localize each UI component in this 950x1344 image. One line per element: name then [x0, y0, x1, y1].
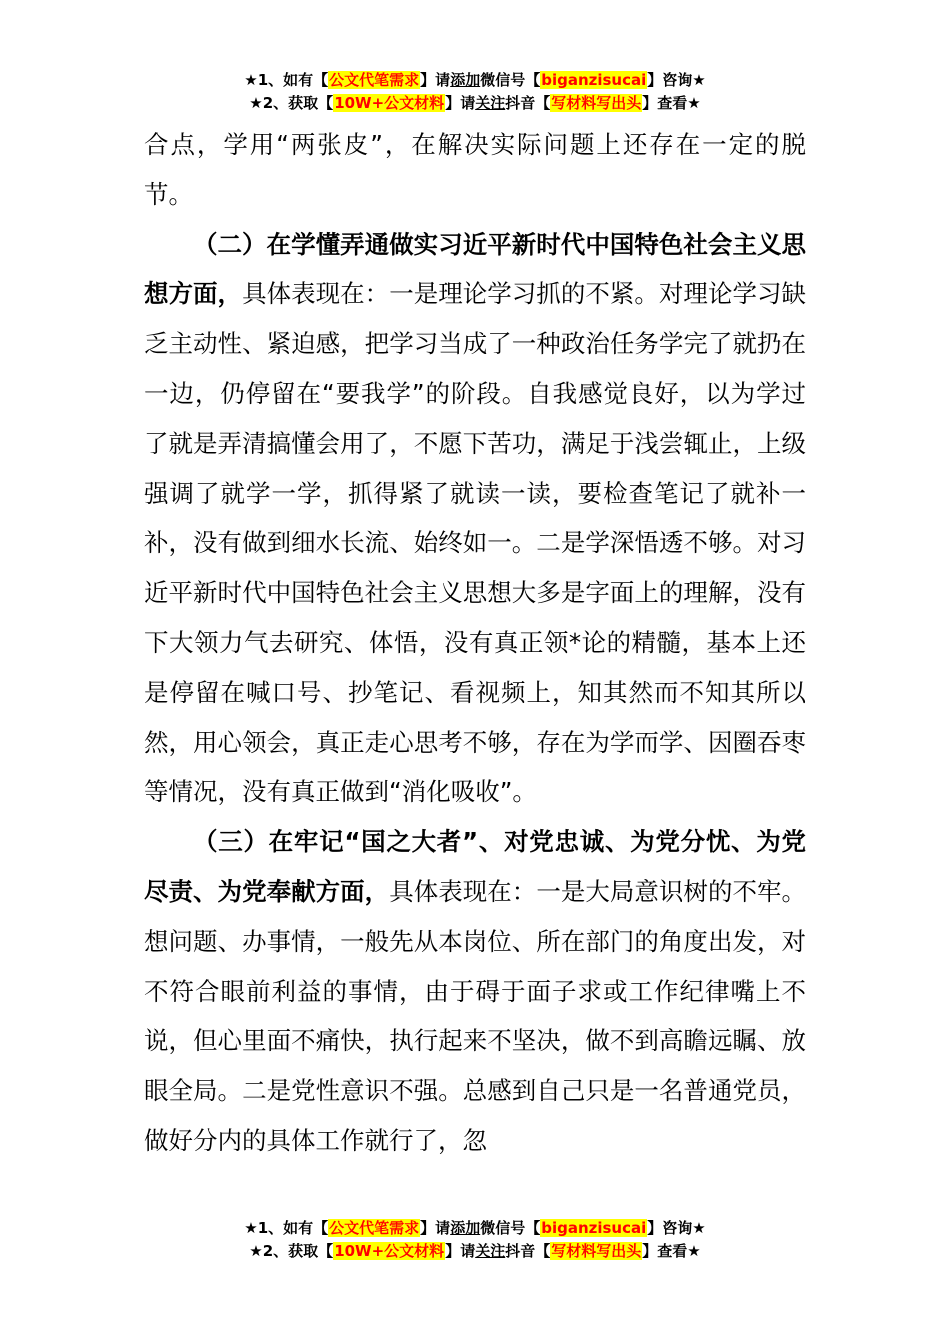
banner-text: 】咨询★: [647, 71, 706, 89]
banner-line-1: [0, 69, 950, 92]
banner-text: 抖音【: [505, 1242, 551, 1260]
paragraph-continued: 合点，学用“两张皮”，在解决实际问题上还存在一定的脱节。: [144, 130, 806, 209]
paragraph-section-2: [144, 220, 806, 818]
banner-text: 】查看★: [642, 94, 701, 112]
banner-highlight: 10W+公文材料: [334, 1242, 445, 1260]
banner-text: ★2、获取【: [249, 94, 334, 112]
banner-text: 】咨询★: [647, 1219, 706, 1237]
footer-banner: [0, 1217, 950, 1263]
banner-text: 】请: [420, 1219, 451, 1237]
banner-highlight: 10W+公文材料: [334, 94, 445, 112]
banner-underlined-text: 添加: [450, 71, 481, 89]
paragraph-section-3: [144, 817, 806, 1166]
banner-text: ★2、获取【: [249, 1242, 334, 1260]
banner-text: ★1、如有【: [244, 1219, 329, 1237]
banner-highlight: 公文代笔需求: [329, 1219, 420, 1237]
banner-underlined-text: 关注: [475, 94, 506, 112]
banner-line-2: [0, 1240, 950, 1263]
document-body: [144, 120, 806, 1166]
banner-line-1: [0, 1217, 950, 1240]
banner-highlight: biganzisucai: [541, 1219, 647, 1237]
banner-line-2: [0, 92, 950, 115]
banner-highlight: 写材料写出头: [551, 1242, 642, 1260]
banner-highlight: biganzisucai: [541, 71, 647, 89]
header-banner: [0, 69, 950, 115]
banner-highlight: 公文代笔需求: [329, 71, 420, 89]
banner-text: 】请: [445, 1242, 476, 1260]
banner-text: 】查看★: [642, 1242, 701, 1260]
section-heading: （二）在学懂弄通做实习近平新时代中国特色社会主义思想方面，: [144, 229, 806, 309]
banner-text: ★1、如有【: [244, 71, 329, 89]
section-text: 具体表现在：一是大局意识树的不牢。想问题、办事情，一般先从本岗位、所在部门的角度出发，对不符合眼前利益的事情，由于碍于面子求或工作纪律嘴上不说，但心里面不痛快，执行起来不坚决，做不到高瞻远瞩、放眼全局。二是党性意识不强。总感到自己只是一名普通党员，做好分内的具体工作就行了，忽: [144, 876, 807, 1155]
banner-underlined-text: 添加: [450, 1219, 481, 1237]
banner-text: 微信号【: [480, 1219, 541, 1237]
banner-text: 抖音【: [505, 94, 551, 112]
banner-text: 微信号【: [480, 71, 541, 89]
banner-underlined-text: 关注: [475, 1242, 506, 1260]
section-heading: （三）在牢记“国之大者”、对党忠诚、为党分忧、为党尽责、为党奉献方面，: [144, 827, 806, 906]
banner-highlight: 写材料写出头: [551, 94, 642, 112]
banner-text: 】请: [445, 94, 476, 112]
banner-text: 】请: [420, 71, 451, 89]
section-text: 具体表现在：一是理论学习抓的不紧。对理论学习缺乏主动性、紧迫感，把学习当成了一种政治任务学完了就扔在一边，仍停留在“要我学”的阶段。自我感觉良好，以为学过了就是弄清搞懂会用了，不愿下苦功，满足于浅尝辄止，上级强调了就学一学，抓得紧了就读一读，要检查笔记了就补一补，没有做到细水长流、始终如一。二是学深悟透不够。对习近平新时代中国特色社会主义思想大多是字面上的理解，没有下大领力气去研究、体悟，没有真正领*论的精髓，基本上还是停留在喊口号、抄笔记、看视频上，知其然而不知其所以然，用心领会，真正走心思考不够，存在为学而学、因圈吞枣等情况，没有真正做到“消化吸收”。: [144, 279, 806, 807]
